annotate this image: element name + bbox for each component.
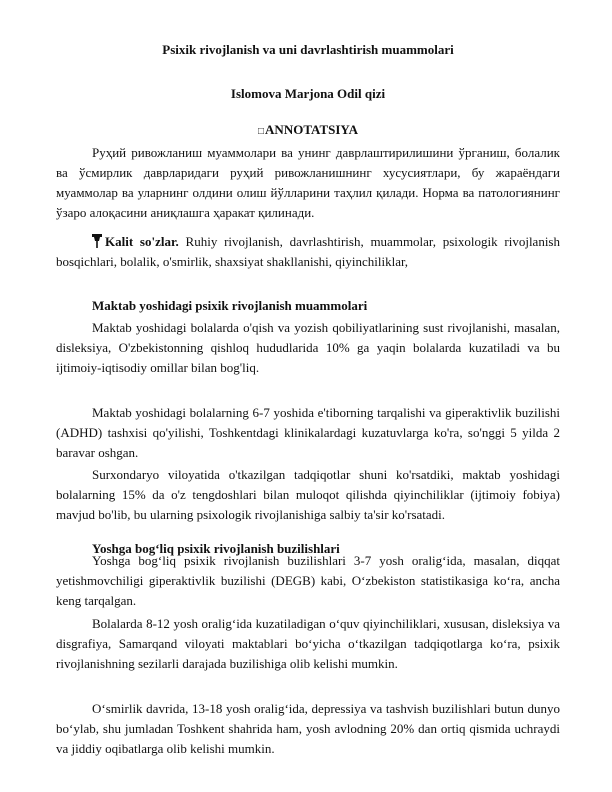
paragraph: O‘smirlik davrida, 13-18 yosh oralig‘ida, depressiya va tashvish buzilishlari butun dunyo bo‘ylab, shu jumladan Toshkent shahrida ham, yosh avlodning 20% dan ortiq qismida uchraydi va jiddiy oqibatlarga olib kelishi mumkin. xyxy=(56,701,560,756)
paragraph: Maktab yoshidagi bolalarning 6-7 yoshida e'tiborning tarqalishi va giperaktivlik buzilishi (ADHD) tashxisi qo'yilishi, Toshkentdagi klinikalardagi kuzatuvlarga ko'ra, so'nggi 5 yilda 2 baravar oshgan. xyxy=(56,405,560,460)
keywords-text: Ruhiy rivojlanish, davrlashtirish, muammolar, psixologik rivojlanish bosqichlari, bolalik, o'smirlik, shaxsiyat shakllanishi, qiyinchiliklar, xyxy=(56,234,560,269)
author-name: Islomova Marjona Odil qizi xyxy=(230,86,386,101)
section-heading-age-related: Yoshga bog‘liq psixik rivojlanish buzilishlari xyxy=(92,541,340,556)
keywords-label: Kalit so'zlar. xyxy=(105,234,179,249)
pushpin-icon xyxy=(92,234,102,248)
section-heading-school-age: Maktab yoshidagi psixik rivojlanish muammolari xyxy=(92,298,368,313)
paragraph: Maktab yoshidagi bolalarda o'qish va yozish qobiliyatlarining sust rivojlanishi, masalan, disleksiya, O'zbekistonning qishloq hududlarida 10% ga yaqin bolalarda kuzatiladi va bu ijtimoiy-iqtisodiy omillar bilan bog'liq. xyxy=(56,320,560,375)
annotation-text: Руҳий ривожланиш муаммолари ва унинг даврлаштирилишини ўрганиш, болалик ва ўсмирлик даврларидаги руҳий ривожланишнинг хусусиятлари, бу жараёндаги муаммолар ва уларнинг олдини олиш йўлларини таҳлил қилади. Норма ва патологиянинг ўзаро алоқасини аниқлашга ҳаракат қилинади. xyxy=(56,145,560,220)
annotation-heading xyxy=(56,122,560,138)
keywords-paragraph xyxy=(56,232,560,272)
paragraph: Yoshga bog‘liq psixik rivojlanish buzilishlari 3-7 yosh oralig‘ida, masalan, diqqat yetishmovchiligi giperaktivlik buzilishi (DEGB) kabi, O‘zbekiston statistikasiga ko‘ra, ancha keng tarqalgan. xyxy=(56,553,560,608)
missing-glyph-icon: □ xyxy=(258,126,265,137)
document-title: Psixik rivojlanish va uni davrlashtirish muammolari xyxy=(162,42,454,57)
annotation-heading-label: ANNOTATSIYA xyxy=(265,122,358,137)
paragraph: Bolalarda 8-12 yosh oralig‘ida kuzatiladigan o‘quv qiyinchiliklari, xususan, disleksiya va disgrafiya, Samarqand viloyati maktablari bo‘yicha o‘tkazilgan tadqiqotlarga ko‘ra, psixik rivojlanishning sezilarli darajada buzilishiga olib kelishi mumkin. xyxy=(56,616,560,671)
paragraph: Surxondaryo viloyatida o'tkazilgan tadqiqotlar shuni ko'rsatdiki, maktab yoshidagi bolalarning 15% da o'z tengdoshlari bilan muloqot qilishda qiyinchiliklar (ijtimoiy fobiya) mavjud bo'lib, bu ularning psixologik rivojlanishiga salbiy ta'sir ko'rsatadi. xyxy=(56,467,560,522)
